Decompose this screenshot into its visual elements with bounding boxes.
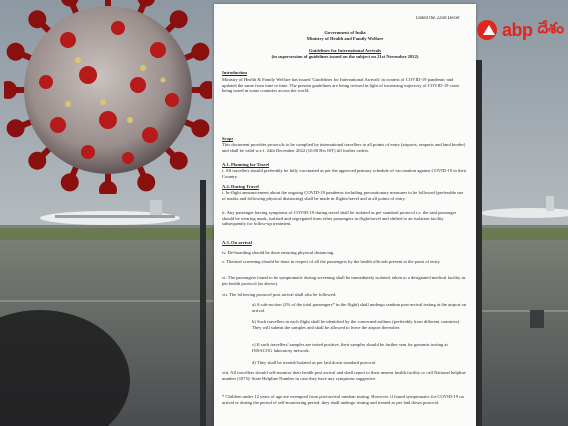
a2-heading: A.2. During Travel — [222, 184, 259, 189]
document-title: Guidelines for International Arrivals — [308, 48, 382, 53]
a3-item-vi: vi. The passengers found to be symptomatic during screening shall be immediately isolated, taken to a designated medical facility as per health protocol (as above). — [222, 275, 466, 286]
document-subtitle: (in supersession of guidelines issued on the subject on 21st November 2022) — [271, 54, 419, 59]
a2-item-ii: ii. Any passenger having symptoms of COVID-19 during travel shall be isolated as per standard protocol i.e. the said passenger should be wearing mask, isolated and segregated from other passengers in flight/travel and shifted to an isolation facility subsequently for follow-up treatment. — [222, 210, 457, 227]
document-date: Dated the 22nd Decer — [416, 16, 460, 21]
brand-region: దేశం — [537, 19, 564, 37]
coronavirus-illustration — [4, 0, 212, 194]
a1-item-i: i. All travellers should preferably be fully vaccinated as per the approved primary schedule of vaccination against COVID-19 in their Country. — [222, 168, 467, 179]
document-footnote: * Children under 12 years of age are exempted from post-arrival random testing. However, if found symptomatic for COVID-19 on arrival or during the period of self-monitoring period, they shall undergo testing and treated as per laid down protocol. — [222, 394, 464, 405]
a3-item-vii: vii. The following protocol post arrival shall also be followed: — [222, 292, 337, 297]
scope-heading: Scope — [222, 136, 234, 141]
intro-paragraph: Ministry of Health & Family Welfare has issued 'Guidelines for International Arrivals' in context of COVID-19 pandemic and updated the same from time to time. The present guidelines are being revised in light of increasing trajectory of COVID-19 cases being noted in some countries across the world. — [222, 77, 460, 94]
a3-sub-c: c) If such travellers' samples are tested positive, their samples should be further sent for genomic testing at INSACOG laboratory network. — [252, 342, 448, 353]
ministry-heading: Ministry of Health and Family Welfare — [306, 36, 384, 41]
scope-paragraph: This document provides protocols to be complied by international travellers to all points of entry (airports, seaports and land border) and shall be valid w.e.f. 24th December 2022 (10.00 Hrs IST) till further orders. — [222, 142, 466, 153]
abp-logo-icon — [477, 20, 497, 40]
a3-sub-a: a) A sub-section (2% of the total passengers* in the flight) shall undergo random post-arrival testing at the airport on arrival. — [252, 302, 467, 313]
a3-sub-b: b) Such travellers in each flight shall be identified by the concerned airlines (preferably from different countries). They will submit the samples and shall be allowed to leave the airport thereafter. — [252, 319, 461, 330]
brand-name: abp — [502, 19, 533, 40]
government-heading: Government of India — [324, 30, 366, 35]
abp-desam-logo — [477, 19, 564, 41]
a3-item-viii: viii. All travellers should self-monitor their health post arrival and shall report to their nearest health facility or call National helpline number (1075)/ State Helpline Number in case they have any symptoms suggestive. — [222, 370, 466, 381]
a1-heading: A.1. Planning for Travel — [222, 162, 270, 167]
a3-item-v: v. Thermal screening should be done in respect of all the passengers by the health officials present at the point of entry. — [222, 259, 441, 264]
a3-heading: A.3. On arrival — [222, 240, 252, 245]
intro-heading: Introduction — [222, 70, 247, 75]
a3-sub-d: d) They shall be treated/isolated as per laid down standard protocol. — [252, 360, 377, 365]
a3-item-iv: iv. De-boarding should be done ensuring physical distancing. — [222, 250, 335, 255]
a2-item-i: i. In-flight announcement about the ongoing COVID-19 pandemic including precautionary measures to be followed (preferable use of masks and following physical distancing) shall be made in flights/travel and at all points of entry. — [222, 190, 464, 201]
guidelines-document — [214, 4, 476, 426]
